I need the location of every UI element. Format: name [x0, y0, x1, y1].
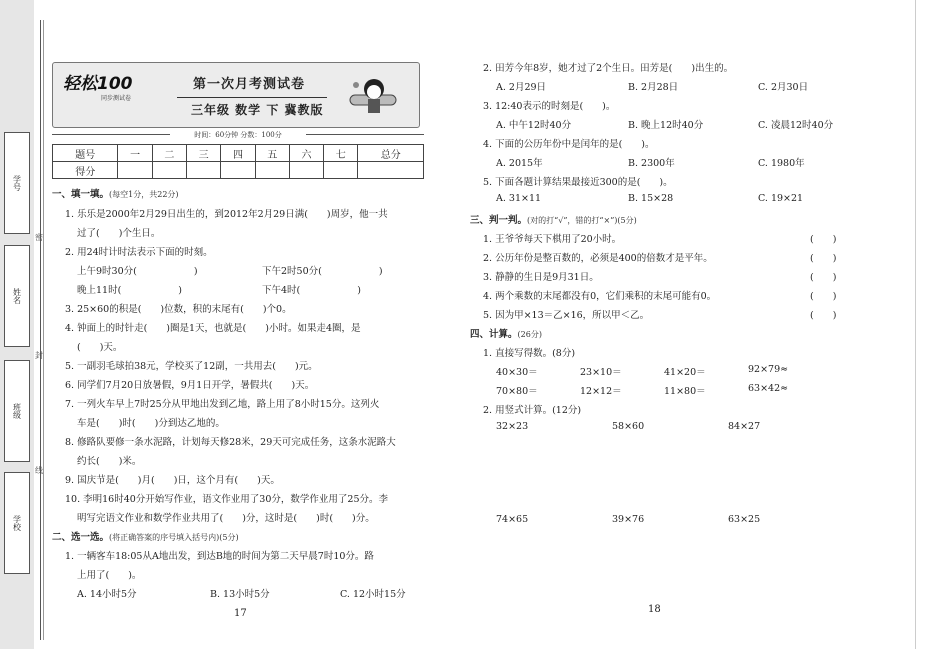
score-cell[interactable]	[118, 162, 152, 179]
question-text: 3. 12:40表示的时刻是( )。	[483, 101, 616, 112]
oral-calc: 70×80＝	[496, 386, 538, 397]
option-text: A. 31×11	[496, 193, 542, 204]
vertical-calc: 74×65	[496, 514, 529, 525]
score-cell[interactable]	[221, 162, 255, 179]
score-header-cell: 三	[187, 145, 221, 162]
score-cell[interactable]	[255, 162, 289, 179]
score-header-cell: 五	[255, 145, 289, 162]
option-text: B. 晚上12时40分	[628, 120, 704, 131]
score-header-cell: 总分	[358, 145, 424, 162]
vertical-calc: 63×25	[728, 514, 761, 525]
question-text: 4. 钟面上的时针走( )圈是1天，也就是( )小时。如果走4圈，是	[65, 323, 361, 334]
option-text: C. 凌晨12时40分	[758, 120, 834, 131]
option-text: A. 2015年	[496, 158, 543, 169]
oral-calc: 23×10＝	[580, 367, 622, 378]
question-text: 上午9时30分( )	[77, 266, 198, 277]
oral-calc: 41×20＝	[664, 367, 706, 378]
score-header-cell: 七	[324, 145, 358, 162]
option-text: A. 2月29日	[496, 82, 547, 93]
score-table	[52, 144, 424, 179]
question-text: 车是( )时( )分到达乙地的。	[77, 418, 225, 429]
judge-item: 1. 王爷爷每天下棋用了20小时。	[483, 234, 622, 245]
binding-line	[40, 20, 41, 640]
score-cell[interactable]	[324, 162, 358, 179]
question-text: 约长( )米。	[77, 456, 142, 467]
seal-mark: 封	[35, 351, 43, 360]
score-cell[interactable]	[358, 162, 424, 179]
option-text: B. 2300年	[628, 158, 675, 169]
score-header-cell: 四	[221, 145, 255, 162]
section-title: 二、选一选。(将正确答案的序号填入括号内)(5分)	[52, 532, 239, 543]
time-rule	[306, 134, 424, 135]
question-text: 9. 国庆节是( )月( )日，这个月有( )天。	[65, 475, 280, 486]
option-text: B. 2月28日	[628, 82, 679, 93]
oral-calc: 63×42≈	[748, 383, 789, 394]
answer-paren[interactable]: ( )	[810, 234, 837, 245]
class-box[interactable]: 班级	[4, 360, 30, 462]
section-title: 三、判一判。(对的打“√”，错的打“×”)(5分)	[470, 215, 637, 226]
option-text: A. 14小时5分	[77, 589, 137, 600]
seal-mark: 线	[35, 466, 43, 475]
vertical-calc: 39×76	[612, 514, 645, 525]
question-text: 10. 李明16时40分开始写作业，语文作业用了30分，数学作业用了25分。李	[65, 494, 388, 505]
score-cell[interactable]	[289, 162, 323, 179]
page-number: 17	[234, 608, 247, 619]
exam-title: 第一次月考测试卷	[193, 77, 306, 92]
question-text: 3. 25×60的积是( )位数，积的末尾有( )个0。	[65, 304, 292, 315]
answer-paren[interactable]: ( )	[810, 291, 837, 302]
option-text: C. 2月30日	[758, 82, 809, 93]
question-text: 上用了( )。	[77, 570, 142, 581]
title-rule	[177, 97, 327, 98]
option-text: A. 中午12时40分	[496, 120, 572, 131]
student-id-box[interactable]: 学号	[4, 132, 30, 234]
option-text: B. 15×28	[628, 193, 674, 204]
question-text: 5. 下面各题计算结果最接近300的是( )。	[483, 177, 673, 188]
page-edge	[915, 0, 916, 649]
score-header-cell: 题号	[53, 145, 118, 162]
question-text: 过了( )个生日。	[77, 228, 161, 239]
option-text: C. 19×21	[758, 193, 804, 204]
question-text: 晚上11时( )	[77, 285, 183, 296]
vertical-calc: 58×60	[612, 421, 645, 432]
binding-line	[43, 20, 44, 640]
score-cell[interactable]	[187, 162, 221, 179]
question-text: 下午4时( )	[262, 285, 361, 296]
question-text: ( )天。	[77, 342, 123, 353]
option-text: C. 12小时15分	[340, 589, 406, 600]
oral-calc: 92×79≈	[748, 364, 789, 375]
mascot-icon	[348, 71, 398, 119]
name-box[interactable]: 姓名	[4, 245, 30, 347]
question-text: 2. 用竖式计算。(12分)	[483, 405, 582, 416]
brand-logo: 轻松100	[63, 74, 133, 94]
answer-paren[interactable]: ( )	[810, 272, 837, 283]
vertical-calc: 84×27	[728, 421, 761, 432]
option-text: B. 13小时5分	[210, 589, 270, 600]
score-header-cell: 一	[118, 145, 152, 162]
score-label-cell: 得分	[53, 162, 118, 179]
question-text: 7. 一列火车早上7时25分从甲地出发到乙地，路上用了8小时15分。这列火	[65, 399, 380, 410]
judge-item: 2. 公历年份是整百数的，必须是400的倍数才是平年。	[483, 253, 713, 264]
score-header-cell: 六	[289, 145, 323, 162]
question-text: 下午2时50分( )	[262, 266, 383, 277]
oral-calc: 12×12＝	[580, 386, 622, 397]
option-text: C. 1980年	[758, 158, 805, 169]
school-box[interactable]: 学校	[4, 472, 30, 574]
oral-calc: 11×80＝	[664, 386, 706, 397]
answer-paren[interactable]: ( )	[810, 310, 837, 321]
judge-item: 3. 静静的生日是9月31日。	[483, 272, 599, 283]
judge-item: 5. 因为甲×13＝乙×16，所以甲＜乙。	[483, 310, 650, 321]
brand-subtitle: 同步测试卷	[101, 95, 132, 102]
score-header-cell: 二	[152, 145, 186, 162]
question-text: 5. 一副羽毛球拍38元，学校买了12副，一共用去( )元。	[65, 361, 318, 372]
question-text: 1. 一辆客车18:05从A地出发，到达B地的时间为第二天早晨7时10分。路	[65, 551, 374, 562]
vertical-calc: 32×23	[496, 421, 529, 432]
question-text: 1. 直接写得数。(8分)	[483, 348, 576, 359]
judge-item: 4. 两个乘数的末尾都没有0，它们乘积的末尾可能有0。	[483, 291, 717, 302]
question-text: 明写完语文作业和数学作业共用了( )分，这时是( )时( )分。	[77, 513, 375, 524]
page-number: 18	[648, 604, 661, 615]
question-text: 4. 下面的公历年份中是闰年的是( )。	[483, 139, 655, 150]
exam-header	[52, 62, 420, 128]
answer-paren[interactable]: ( )	[810, 253, 837, 264]
question-text: 2. 田芳今年8岁，她才过了2个生日。田芳是( )出生的。	[483, 63, 734, 74]
seal-mark: 密	[35, 233, 43, 242]
section-title: 一、填一填。(每空1分，共22分)	[52, 189, 179, 200]
exam-subtitle: 三年级 数学 下 冀教版	[191, 103, 324, 117]
question-text: 2. 用24时计时法表示下面的时刻。	[65, 247, 213, 258]
question-text: 1. 乐乐是2000年2月29日出生的，到2012年2月29日满( )周岁，他一共	[65, 209, 388, 220]
question-text: 6. 同学们7月20日放暑假，9月1日开学，暑假共( )天。	[65, 380, 315, 391]
question-text: 8. 修路队要修一条水泥路，计划每天修28米，29天可完成任务，这条水泥路大	[65, 437, 396, 448]
score-cell[interactable]	[152, 162, 186, 179]
section-title: 四、计算。(26分)	[470, 329, 542, 340]
oral-calc: 40×30＝	[496, 367, 538, 378]
time-and-score-info: 时间：60分钟 分数：100分	[194, 131, 282, 139]
